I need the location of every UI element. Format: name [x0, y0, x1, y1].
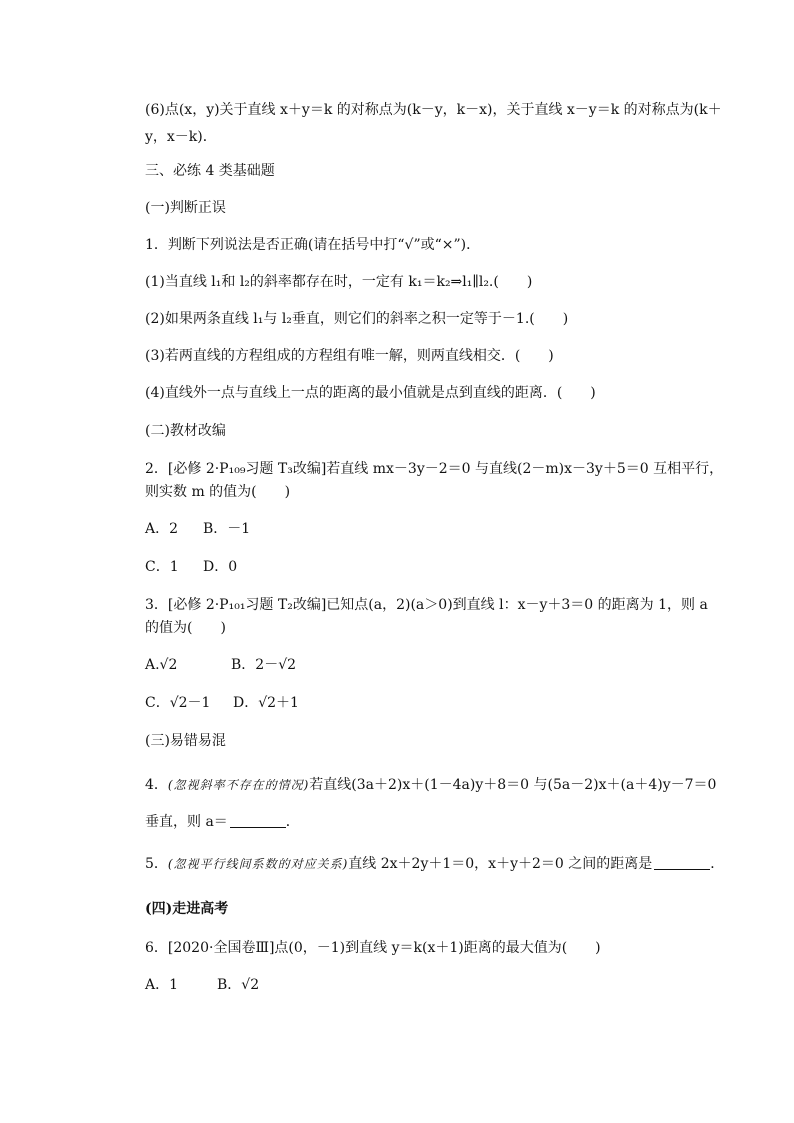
question-5-stem: [145, 854, 724, 874]
question-5-end: ．: [710, 856, 725, 872]
question-2-option-d: D．0: [203, 559, 238, 575]
subsection-true-false: (一)判断正误: [145, 200, 226, 216]
question-6-stem: 6．[2020·全国卷Ⅲ]点(0，－1)到直线 y＝k(x＋1)距离的最大值为( ): [145, 940, 601, 956]
question-4-number: 4．: [145, 777, 168, 793]
question-2-option-b: B．－1: [203, 521, 251, 537]
question-3-option-a: A.√2: [145, 657, 178, 673]
question-4-answer-label: 垂直，则 a＝: [145, 814, 228, 830]
question-2-stem-cont: 则实数 m 的值为( ): [145, 484, 291, 500]
question-6-option-a: A．1: [145, 977, 179, 993]
question-5-number: 5．: [145, 856, 168, 872]
question-3-option-c: C．√2－1: [145, 695, 211, 711]
symmetric-point-text: (6)点(x，y)关于直线 x＋y＝k 的对称点为(k－y，k－x)，关于直线 x－y＝k 的对称点为(k＋: [145, 102, 722, 118]
question-4-answer-blank[interactable]: [230, 813, 286, 828]
question-4-body: 若直线(3a＋2)x＋(1－4a)y＋8＝0 与(5a－2)x＋(a＋4)y－7＝0: [309, 777, 717, 793]
question-1-item-1: (1)当直线 l₁和 l₂的斜率都存在时，一定有 k₁＝k₂⇒l₁∥l₂.( ): [145, 274, 533, 290]
question-5-body: 直线 2x＋2y＋1＝0，x＋y＋2＝0 之间的距离是: [348, 856, 653, 872]
question-1-stem: 1．判断下列说法是否正确(请在括号中打“√”或“×”)．: [145, 237, 481, 253]
question-1-item-3: (3)若两直线的方程组成的方程组有唯一解，则两直线相交．( ): [145, 348, 554, 364]
question-4-end: ．: [285, 814, 300, 830]
subsection-gaokao: (四)走进高考: [145, 901, 229, 917]
question-1-item-2: (2)如果两条直线 l₁与 l₂垂直，则它们的斜率之积一定等于－1.( ): [145, 311, 569, 327]
question-5-answer-blank[interactable]: [654, 855, 710, 870]
question-4-stem: [145, 775, 716, 795]
section-heading-basic: 三、必练 4 类基础题: [145, 163, 275, 179]
question-1-item-4: (4)直线外一点与直线上一点的距离的最小值就是点到直线的距离．( ): [145, 385, 596, 401]
question-5-hint: (忽视平行线间系数的对应关系): [167, 857, 349, 871]
question-4-stem-cont: [145, 812, 300, 832]
question-6-option-b: B．√2: [217, 977, 260, 993]
symmetric-point-text-cont: y，x－k)．: [145, 129, 217, 145]
question-3-stem: 3．[必修 2·P₁₀₁习题 T₂改编]已知点(a，2)(a＞0)到直线 l：x－y＋3＝0 的距离为 1，则 a: [145, 597, 708, 613]
question-2-option-a: A．2: [145, 521, 179, 537]
subsection-textbook: (二)教材改编: [145, 423, 226, 439]
question-2-stem: 2．[必修 2·P₁₀₉习题 T₃改编]若直线 mx－3y－2＝0 与直线(2－m)x－3y＋5＝0 互相平行，: [145, 461, 724, 477]
question-3-option-b: B．2－√2: [231, 657, 297, 673]
question-4-hint: (忽视斜率不存在的情况): [167, 778, 310, 792]
question-3-stem-cont: 的值为( ): [145, 620, 226, 636]
question-3-option-d: D．√2＋1: [233, 695, 299, 711]
question-2-option-c: C．1: [145, 559, 179, 575]
subsection-error-prone: (三)易错易混: [145, 733, 226, 749]
